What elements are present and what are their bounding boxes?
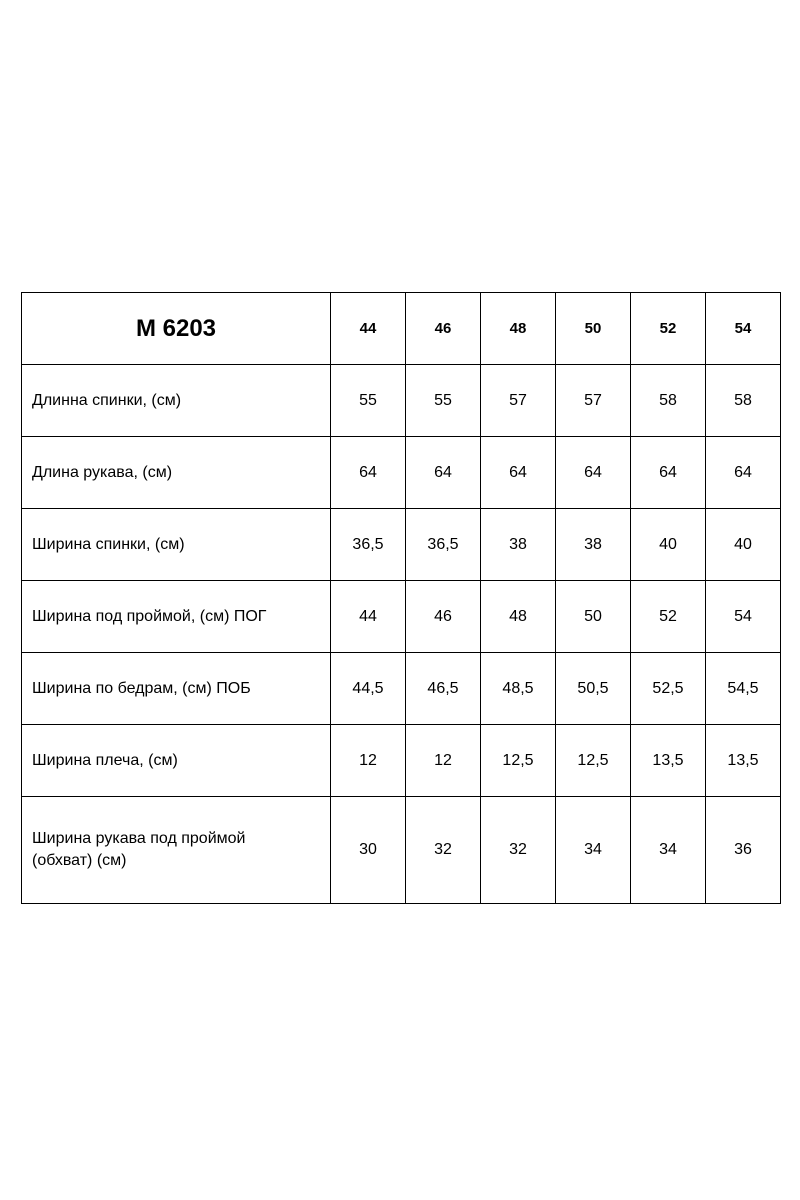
measurement-value: 40 — [631, 509, 706, 581]
measurement-value: 64 — [406, 437, 481, 509]
measurement-value: 58 — [706, 365, 781, 437]
measurement-label: Длина рукава, (см) — [22, 437, 331, 509]
measurement-label: Ширина под проймой, (см) ПОГ — [22, 581, 331, 653]
size-chart-table — [21, 292, 781, 904]
size-header: 46 — [406, 293, 481, 365]
measurement-value: 64 — [481, 437, 556, 509]
measurement-value: 54 — [706, 581, 781, 653]
measurement-value: 50 — [556, 581, 631, 653]
measurement-value: 30 — [331, 797, 406, 904]
table-row — [22, 365, 781, 437]
measurement-value: 34 — [631, 797, 706, 904]
measurement-label: Ширина по бедрам, (см) ПОБ — [22, 653, 331, 725]
table-row — [22, 725, 781, 797]
measurement-value: 32 — [481, 797, 556, 904]
measurement-value: 36,5 — [331, 509, 406, 581]
measurement-value: 34 — [556, 797, 631, 904]
measurement-value: 55 — [406, 365, 481, 437]
measurement-label: Ширина спинки, (см) — [22, 509, 331, 581]
measurement-value: 40 — [706, 509, 781, 581]
measurement-value: 55 — [331, 365, 406, 437]
measurement-value: 36,5 — [406, 509, 481, 581]
measurement-value: 32 — [406, 797, 481, 904]
measurement-value: 12 — [406, 725, 481, 797]
measurement-value: 64 — [556, 437, 631, 509]
table-row — [22, 581, 781, 653]
measurement-value: 46,5 — [406, 653, 481, 725]
measurement-value: 64 — [631, 437, 706, 509]
size-header: 44 — [331, 293, 406, 365]
size-header: 54 — [706, 293, 781, 365]
measurement-value: 36 — [706, 797, 781, 904]
measurement-value: 57 — [481, 365, 556, 437]
measurement-label: Длинна спинки, (см) — [22, 365, 331, 437]
size-header: 50 — [556, 293, 631, 365]
measurement-value: 48,5 — [481, 653, 556, 725]
measurement-value: 13,5 — [631, 725, 706, 797]
measurement-value: 12 — [331, 725, 406, 797]
measurement-value: 58 — [631, 365, 706, 437]
measurement-value: 13,5 — [706, 725, 781, 797]
measurement-value: 57 — [556, 365, 631, 437]
measurement-value: 46 — [406, 581, 481, 653]
header-row — [22, 293, 781, 365]
size-header: 52 — [631, 293, 706, 365]
measurement-value: 50,5 — [556, 653, 631, 725]
measurement-value: 48 — [481, 581, 556, 653]
measurement-value: 44 — [331, 581, 406, 653]
measurement-value: 64 — [331, 437, 406, 509]
table-row — [22, 509, 781, 581]
measurement-label: Ширина рукава под проймой (обхват) (см) — [22, 797, 331, 904]
model-title: М 6203 — [22, 293, 331, 365]
measurement-value: 38 — [481, 509, 556, 581]
measurement-value: 38 — [556, 509, 631, 581]
measurement-value: 12,5 — [556, 725, 631, 797]
measurement-value: 12,5 — [481, 725, 556, 797]
measurement-value: 44,5 — [331, 653, 406, 725]
measurement-value: 64 — [706, 437, 781, 509]
measurement-value: 54,5 — [706, 653, 781, 725]
table-row — [22, 797, 781, 904]
table-row — [22, 653, 781, 725]
measurement-value: 52 — [631, 581, 706, 653]
table-row — [22, 437, 781, 509]
measurement-label: Ширина плеча, (см) — [22, 725, 331, 797]
measurement-value: 52,5 — [631, 653, 706, 725]
size-header: 48 — [481, 293, 556, 365]
